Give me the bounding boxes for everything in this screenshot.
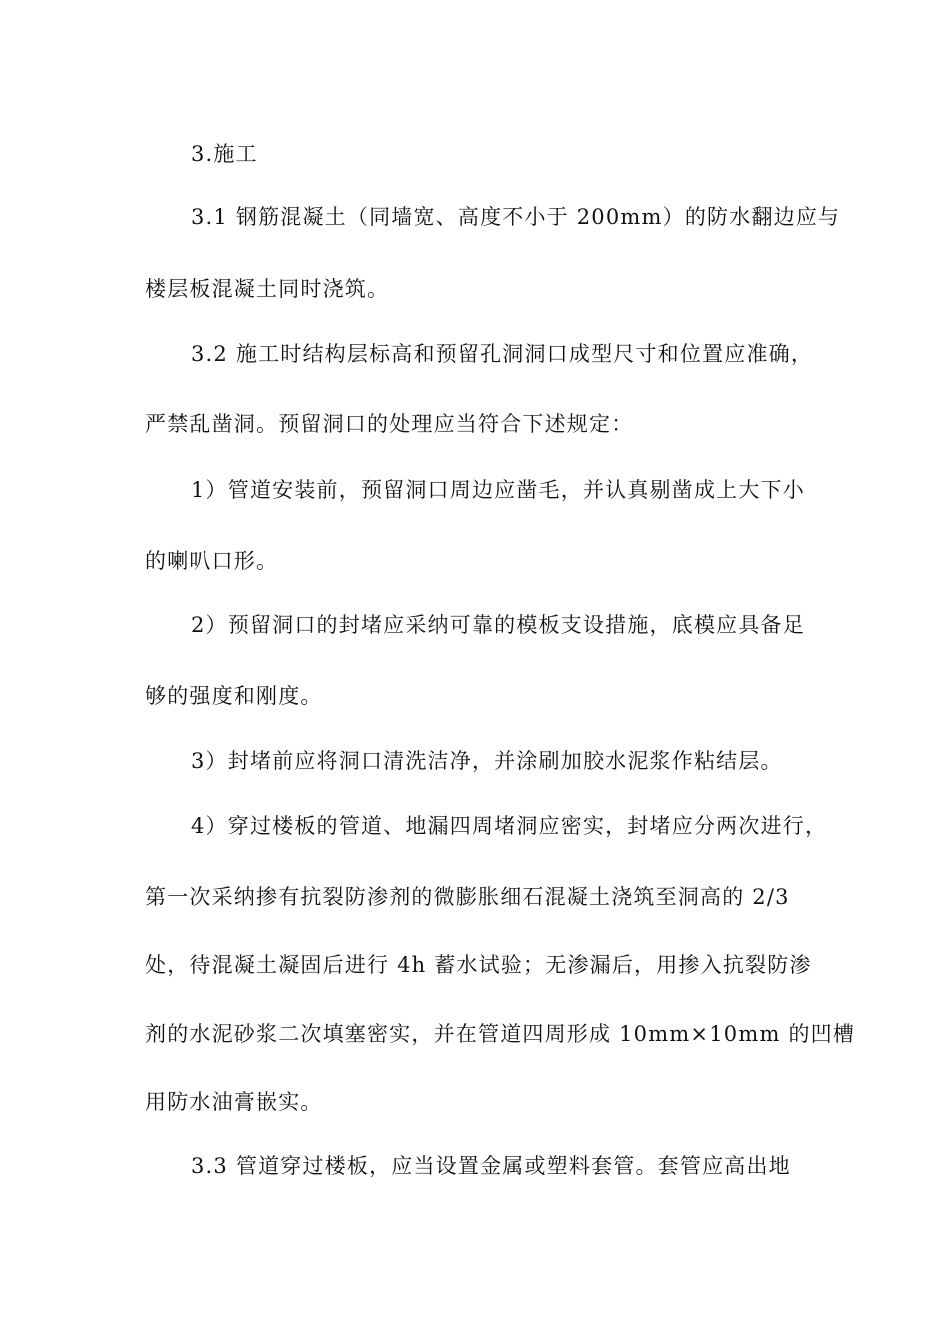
paragraph-line: 剂的水泥砂浆二次填塞密实，并在管道四周形成 10mm×10mm 的凹槽 bbox=[145, 1022, 856, 1046]
paragraph-line: 够的强度和刚度。 bbox=[145, 684, 323, 708]
paragraph-line: 用防水油膏嵌实。 bbox=[145, 1090, 323, 1114]
paragraph-line: 3.3 管道穿过楼板，应当设置金属或塑料套管。套管应高出地 bbox=[191, 1154, 791, 1178]
paragraph-line: 3.2 施工时结构层标高和预留孔洞洞口成型尺寸和位置应准确， bbox=[191, 342, 814, 366]
paragraph-line: 2）预留洞口的封堵应采纳可靠的模板支设措施，底模应具备足 bbox=[191, 613, 805, 637]
paragraph-line: 严禁乱凿洞。预留洞口的处理应当符合下述规定： bbox=[145, 412, 634, 436]
section-heading: 3.施工 bbox=[191, 142, 258, 166]
paragraph-line: 3.1 钢筋混凝土（同墙宽、高度不小于 200mm）的防水翻边应与 bbox=[191, 205, 841, 229]
paragraph-line: 3）封堵前应将洞口清洗洁净，并涂刷加胶水泥浆作粘结层。 bbox=[191, 749, 783, 773]
paragraph-line: 的喇叭口形。 bbox=[145, 549, 279, 573]
paragraph-line: 处，待混凝土凝固后进行 4h 蓄水试验；无渗漏后，用掺入抗裂防渗 bbox=[145, 953, 812, 977]
paragraph-line: 4）穿过楼板的管道、地漏四周堵洞应密实，封堵应分两次进行， bbox=[191, 814, 828, 838]
paragraph-line: 楼层板混凝土同时浇筑。 bbox=[145, 277, 390, 301]
paragraph-line: 第一次采纳掺有抗裂防渗剂的微膨胀细石混凝土浇筑至洞高的 2/3 bbox=[145, 885, 790, 909]
paragraph-line: 1）管道安装前，预留洞口周边应凿毛，并认真剔凿成上大下小 bbox=[191, 478, 805, 502]
